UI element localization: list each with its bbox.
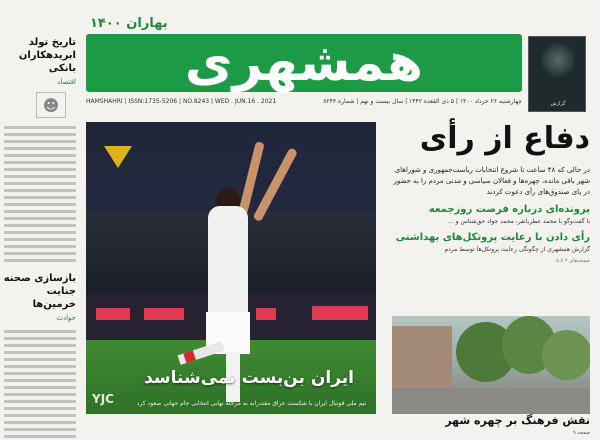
subbody-1: با گفت‌وگو با محمد عطریانفر، محمد جواد حق‌شناس و ... bbox=[448, 218, 590, 226]
side-section-2: حوادث bbox=[56, 314, 76, 322]
thumbnail-caption: گزارش bbox=[550, 100, 566, 107]
issue-info-latin: HAMSHAHRI | ISSN:1735-5206 | NO.8243 | WED . JUN.16 . 2021 bbox=[86, 98, 277, 105]
side-headline-2: بازسازی صحنه جنایت خرمین‌ها bbox=[3, 273, 76, 310]
special-tag: بهاران ۱۴۰۰ bbox=[90, 16, 168, 31]
subhead-2: رأی دادن با رعایت پروتکل‌های بهداشتی bbox=[395, 232, 590, 244]
page-reference: صفحه‌های ۲ تا ۵ bbox=[556, 258, 590, 265]
newspaper-logo bbox=[86, 34, 522, 92]
street-headline: نقش فرهنگ بر چهره شهر bbox=[445, 414, 590, 427]
person-icon: ☻ bbox=[36, 92, 66, 118]
side-text-block-1 bbox=[2, 126, 76, 262]
watermark-logo: YJC bbox=[92, 392, 114, 406]
photo-caption: تیم ملی فوتبال ایران با شکست عراق مقتدرانه به مرحله نهایی انتخابی جام جهانی صعود کرد bbox=[136, 399, 366, 407]
street-page-ref: صفحه ۹ bbox=[573, 430, 590, 436]
yellow-triangle-logo bbox=[104, 146, 132, 168]
logo-text: همشهری bbox=[184, 33, 424, 93]
side-text-block-2 bbox=[2, 330, 76, 440]
thumbnail-image bbox=[528, 36, 586, 112]
street-photo bbox=[392, 316, 590, 414]
issue-info-line bbox=[86, 98, 522, 108]
player bbox=[208, 206, 248, 326]
subbody-2: گزارش همشهری از چگونگی رعایت پروتکل‌ها توسط مردم bbox=[444, 246, 590, 254]
subhead-1: پرونده‌ای درباره فرصت روزجمعه bbox=[428, 204, 590, 216]
lead-headline: دفاع از رأی bbox=[419, 121, 590, 156]
thumbnail-disc bbox=[541, 43, 575, 77]
lead-body: در حالی که ۴۸ ساعت تا شروع انتخابات ریاست‌جمهوری و شوراهای شهر باقی مانده، چهره‌ها و فعالان سیاسی و مدنی مردم را به حضور در پای صندوق‌های رأی دعوت کردند bbox=[393, 165, 590, 196]
masthead bbox=[86, 14, 522, 106]
side-column bbox=[2, 36, 76, 440]
lead-story bbox=[390, 122, 590, 264]
photo-headline: ایران بن‌بست نمی‌شناسد bbox=[144, 368, 354, 388]
main-photo bbox=[86, 122, 376, 414]
side-headline-1: تاریخ تولد ابریدهکاران بانکی bbox=[18, 37, 76, 74]
issue-info-persian: چهارشنبه ۲۶ خرداد ۱۴۰۰ | ۵ ذی القعده ۱۴۴۲ | سال بیست و نهم | شماره ۸۲۴۳ bbox=[323, 98, 522, 105]
side-section-1: اقتصاد bbox=[57, 78, 76, 86]
